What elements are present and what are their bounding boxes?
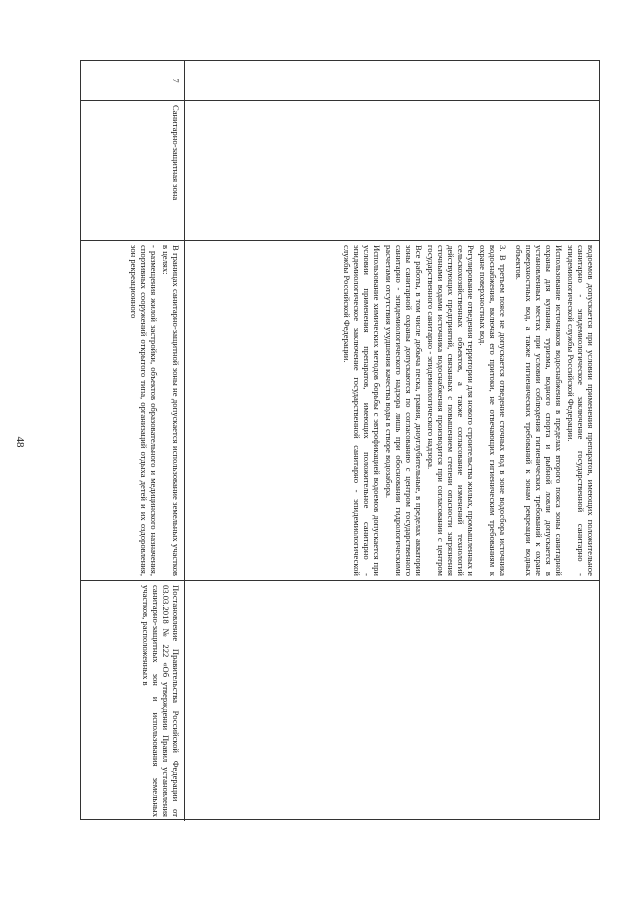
row-prev-document [184,581,599,821]
row-prev-requirements [184,241,599,581]
requirement-paragraph: Регулирование отведения территории для нового строительства жилых, промышленных и сельскохозяйственных объектов, а также согласование изменений технологий действующих предприятий, связанных с повышением степени опасности загрязнения сточными водами источника водоснабжения производится при согласовании с центром государственного санитарно - эпидемиологического надзора. [426,245,476,576]
row-7-requirements [81,241,184,581]
document-table-wrapper [80,60,600,820]
row-prev-zone [184,101,599,241]
requirement-paragraph: водоемов допускается при условии применения препаратов, имеющих положительное санитарно - эпидемиологическое заключение государственной санитарно - эпидемиологической службы Российской Федерации. [566,245,596,576]
requirement-paragraph: Использование источников водоснабжения в пределах второго пояса зоны санитарной охраны для купания, туризма, водного спорта и рыбной ловли допускается в установленных местах при условии соблюдения гигиенических требований к охране поверхностных вод, а также гигиенических требований к зонам рекреации водных объектов. [514,245,564,576]
row-prev-number [184,61,599,101]
requirement-paragraph: Использование химических методов борьбы с эвтрофикацией водоемов допускается при условии применения препаратов, имеющих положительное санитарно - эпидемиологическое заключение государственной санитарно - эпидемиологической службы Российской Федерации. [342,245,382,576]
requirement-paragraph: - размещения жилой застройки, объектов образовательного и медицинского назначения, спортивных сооружений открытого типа, организаций отдыха детей и их оздоровления, зон рекреационного [129,245,159,576]
requirement-paragraph: В границах санитарно-защитной зоны не допускается использование земельных участков в целях: [161,245,181,576]
row-7-zone: Санитарно-защитная зона [81,101,184,241]
row-7-document: Постановление Правительства Российской Федерации от 03.03.2018 № 222 «Об утверждении Правил установления санитарно-защитных зон и использования земельных участков, расположенных в [141,585,181,817]
requirement-paragraph: 3. В третьем поясе не допускается отведение сточных вод в зоне водосбора источника водоснабжения, включая его притоки, не отвечающих гигиеническим требованиям к охране поверхностных вод. [478,245,508,576]
row-7-number: 7 [81,61,184,101]
page-number: 48 [14,436,26,448]
zones-table [80,60,600,820]
requirement-paragraph: Все работы, в том числе добыча песка, гравия, дноуглубительные, в пределах акватории зоны санитарной охраны допускаются по согласованию с центром государственного санитарно - эпидемиологического надзора лишь при обосновании гидрологическими расчетами отсутствия ухудшения качества воды в створе водозабора. [384,245,424,576]
